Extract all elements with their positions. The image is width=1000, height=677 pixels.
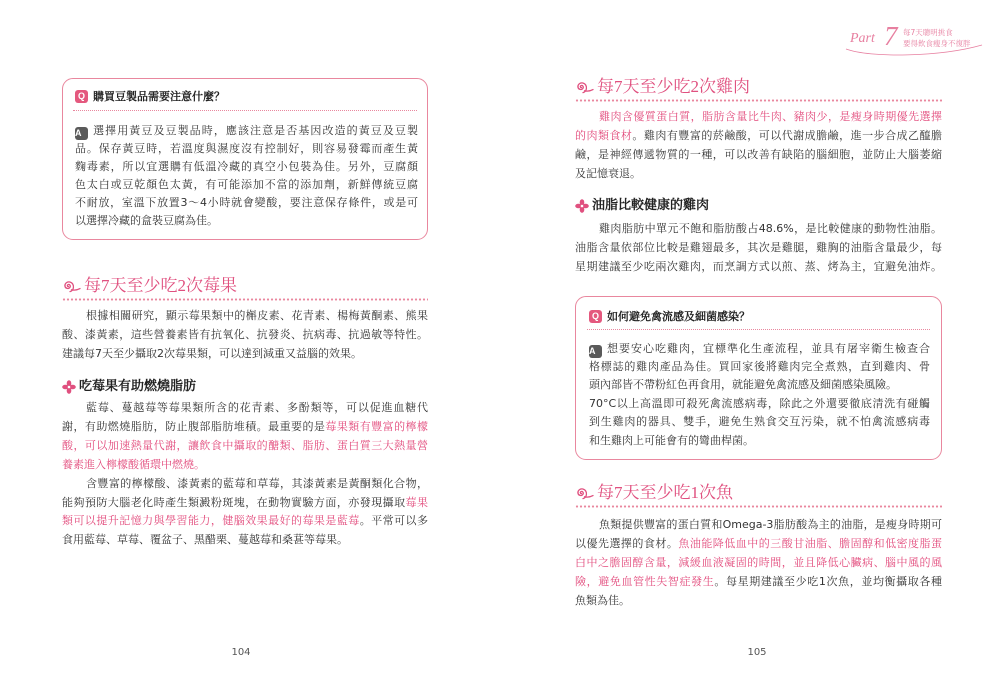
flower-icon	[62, 380, 76, 394]
right-page	[500, 0, 1000, 677]
text-line: 含豐富的檸檬酸、漆黃素的藍莓和草莓，其漆黃素是黃酮類化合物，	[86, 476, 428, 490]
qa-answer	[75, 122, 418, 230]
answer-badge: A	[589, 345, 602, 358]
text-line: 油脂含量依部位比較是雞翅最多，其次是雞腿，雞胸的油脂含量最少，每	[575, 241, 942, 254]
answer-line: 品。保存黃豆時，若溫度與濕度沒有控制好，則容易發霉而產生黃	[75, 141, 418, 155]
text-line	[575, 126, 942, 145]
highlight-text: 的肉類食材	[575, 129, 633, 142]
body-text: 。雞肉有豐富的菸鹼酸，可以代謝成膽鹼，進一步合成乙醯膽	[632, 129, 943, 142]
section-heading: 每7天至少吃2次雞肉	[597, 77, 750, 96]
answer-line: 麴毒素，所以宜選購有低溫冷藏的真空小包裝為佳。另外，豆腐顏	[75, 159, 418, 173]
qa-question	[75, 90, 225, 103]
highlight-text: 類可以提升記憶力與學習能力，健腦效果最好的莓果是藍莓	[62, 514, 360, 528]
section-intro	[575, 107, 942, 183]
swirl-icon	[575, 79, 595, 95]
text-line: 食用藍莓、草莓、覆盆子、黑醋栗、蔓越莓和桑葚等莓果。	[62, 533, 348, 547]
answer-badge: A	[75, 127, 88, 140]
section-heading: 每7天至少吃1次魚	[597, 483, 733, 502]
subheading: 吃莓果有助燃燒脂肪	[79, 379, 197, 394]
text-line	[62, 512, 428, 531]
qa-question	[589, 310, 750, 323]
body-text: 以優先選擇的食材。	[575, 536, 679, 550]
part-number: 7	[884, 21, 898, 51]
body-text: 。每星期建議至少吃1次魚，並均衡攝取各種	[714, 574, 943, 588]
highlight-text: 莓果	[405, 495, 428, 509]
text-line: 雞肉脂肪中單元不飽和脂肪酸占48.6%，是比較健康的動物性油脂。	[599, 222, 942, 235]
answer-text: 選擇用黃豆及豆製品時，應該注意是否基因改造的黃豆及豆製	[92, 123, 418, 137]
section-heading: 每7天至少吃2次莓果	[84, 276, 237, 295]
text-line	[575, 534, 942, 553]
body-text: 。平常可以多	[359, 514, 429, 528]
answer-line: 70°C以上高溫即可殺死禽流感病毒，除此之外還要徹底清洗有碰觸	[589, 396, 930, 410]
highlight-line: 酸，可以加速熱量代謝，讓飲食中攝取的醣類、脂肪、蛋白質三大熱量營	[62, 438, 428, 452]
text-line: 魚類為佳。	[575, 593, 630, 607]
qa-divider	[73, 110, 417, 111]
answer-line	[75, 122, 418, 140]
section-intro	[62, 306, 428, 363]
section-body	[575, 219, 942, 276]
question-text: 購買豆製品需要注意什麼？	[93, 90, 225, 103]
text-line: 根據相關研究，顯示莓果類中的槲皮素、花青素、楊梅黃酮素、熊果	[86, 309, 428, 322]
swirl-icon	[62, 278, 82, 294]
highlight-line: 白中之膽固醇含量，減緩血液凝固的時間，並且降低心臟病、腦中風的風	[575, 555, 942, 569]
answer-line: 格標誌的雞肉產品為佳。買回家後將雞肉完全煮熟，直到雞肉、骨	[589, 359, 930, 373]
running-title-line1: 每7天聰明挑食	[903, 28, 953, 37]
running-title-line2: 要得飲食瘦身不復胖	[903, 39, 971, 48]
question-text: 如何避免禽流感及細菌感染？	[607, 310, 750, 323]
text-line: 魚類提供豐富的蛋白質和Omega-3脂肪酸為主的油脂，是瘦身時期可	[599, 517, 942, 531]
text-line: 星期建議至少吃兩次雞肉，而烹調方式以煎、蒸、烤為主，宜避免油炸。	[575, 260, 942, 273]
text-line	[575, 572, 942, 591]
answer-line: 頭內部皆不帶粉紅色再食用，就能避免禽流感及細菌感染風險。	[589, 378, 897, 392]
part-label: Part	[850, 31, 875, 46]
qa-box	[62, 78, 428, 240]
text-line: 建議每7天至少攝取2次莓果類，可以達到減重又益腦的效果。	[62, 347, 362, 360]
text-line	[62, 494, 428, 513]
body-text: 謝，有助燃燒脂肪，防止腹部脂肪堆積。最重要的是	[62, 419, 326, 433]
answer-line	[589, 340, 930, 358]
section-body	[575, 515, 942, 610]
question-badge: Q	[75, 90, 88, 103]
section-body	[62, 399, 428, 550]
qa-box	[575, 296, 942, 460]
qa-divider	[587, 329, 930, 330]
subheading: 油脂比較健康的雞肉	[592, 198, 710, 213]
text-line: 酸、漆黃素，這些營養素皆有抗氧化、抗發炎、抗病毒、抗過敏等特性。	[62, 328, 428, 341]
page-number: 104	[231, 647, 251, 658]
flower-icon	[575, 199, 589, 213]
answer-line: 和生雞肉上可能會有的彎曲桿菌。	[589, 433, 754, 447]
answer-text: 想要安心吃雞肉，宜標準化生產流程，並具有屠宰衛生檢查合	[606, 341, 930, 355]
highlight-text: 險，避免血管性失智症發生	[575, 574, 715, 588]
answer-line: 到生雞肉的器具、雙手，避免生熟食交互污染，就不怕禽流感病毒	[589, 415, 930, 429]
highlight-line: 雞肉含優質蛋白質，脂肪含量比牛肉、豬肉少，是瘦身時期優先選擇	[599, 110, 942, 123]
highlight-line: 養素進入檸檬酸循環中燃燒。	[62, 457, 205, 471]
heading-underline	[575, 99, 942, 102]
highlight-text: 魚油能降低血中的三酸甘油脂、膽固醇和低密度脂蛋	[678, 536, 943, 550]
heading-underline	[62, 298, 428, 301]
answer-line: 以選擇冷藏的盒裝豆腐為佳。	[75, 213, 218, 227]
text-line: 鹼，是神經傳遞物質的一種，可以改善有缺陷的腦細胞，並防止大腦萎縮	[575, 148, 942, 161]
swirl-icon	[575, 485, 595, 501]
answer-line: 色太白或豆乾顏色太黃，有可能添加不當的添加劑，新鮮傳統豆腐	[75, 177, 418, 191]
heading-underline	[575, 505, 942, 508]
text-line: 藍莓、蔓越莓等莓果類所含的花青素、多酚類等，可以促進血糖代	[86, 401, 428, 414]
page-number: 105	[747, 647, 767, 658]
qa-answer	[589, 340, 930, 450]
body-text: 能夠預防大腦老化時產生類澱粉斑塊，在動物實驗方面，亦發現攝取	[62, 495, 406, 509]
text-line: 及記憶衰退。	[575, 167, 641, 180]
text-line	[62, 418, 428, 437]
answer-line: 不耐放，室溫下放置3～4小時就會變酸，要注意保存條件，或是可	[75, 195, 418, 209]
highlight-text: 莓果類有豐富的檸檬	[325, 419, 429, 433]
question-badge: Q	[589, 310, 602, 323]
